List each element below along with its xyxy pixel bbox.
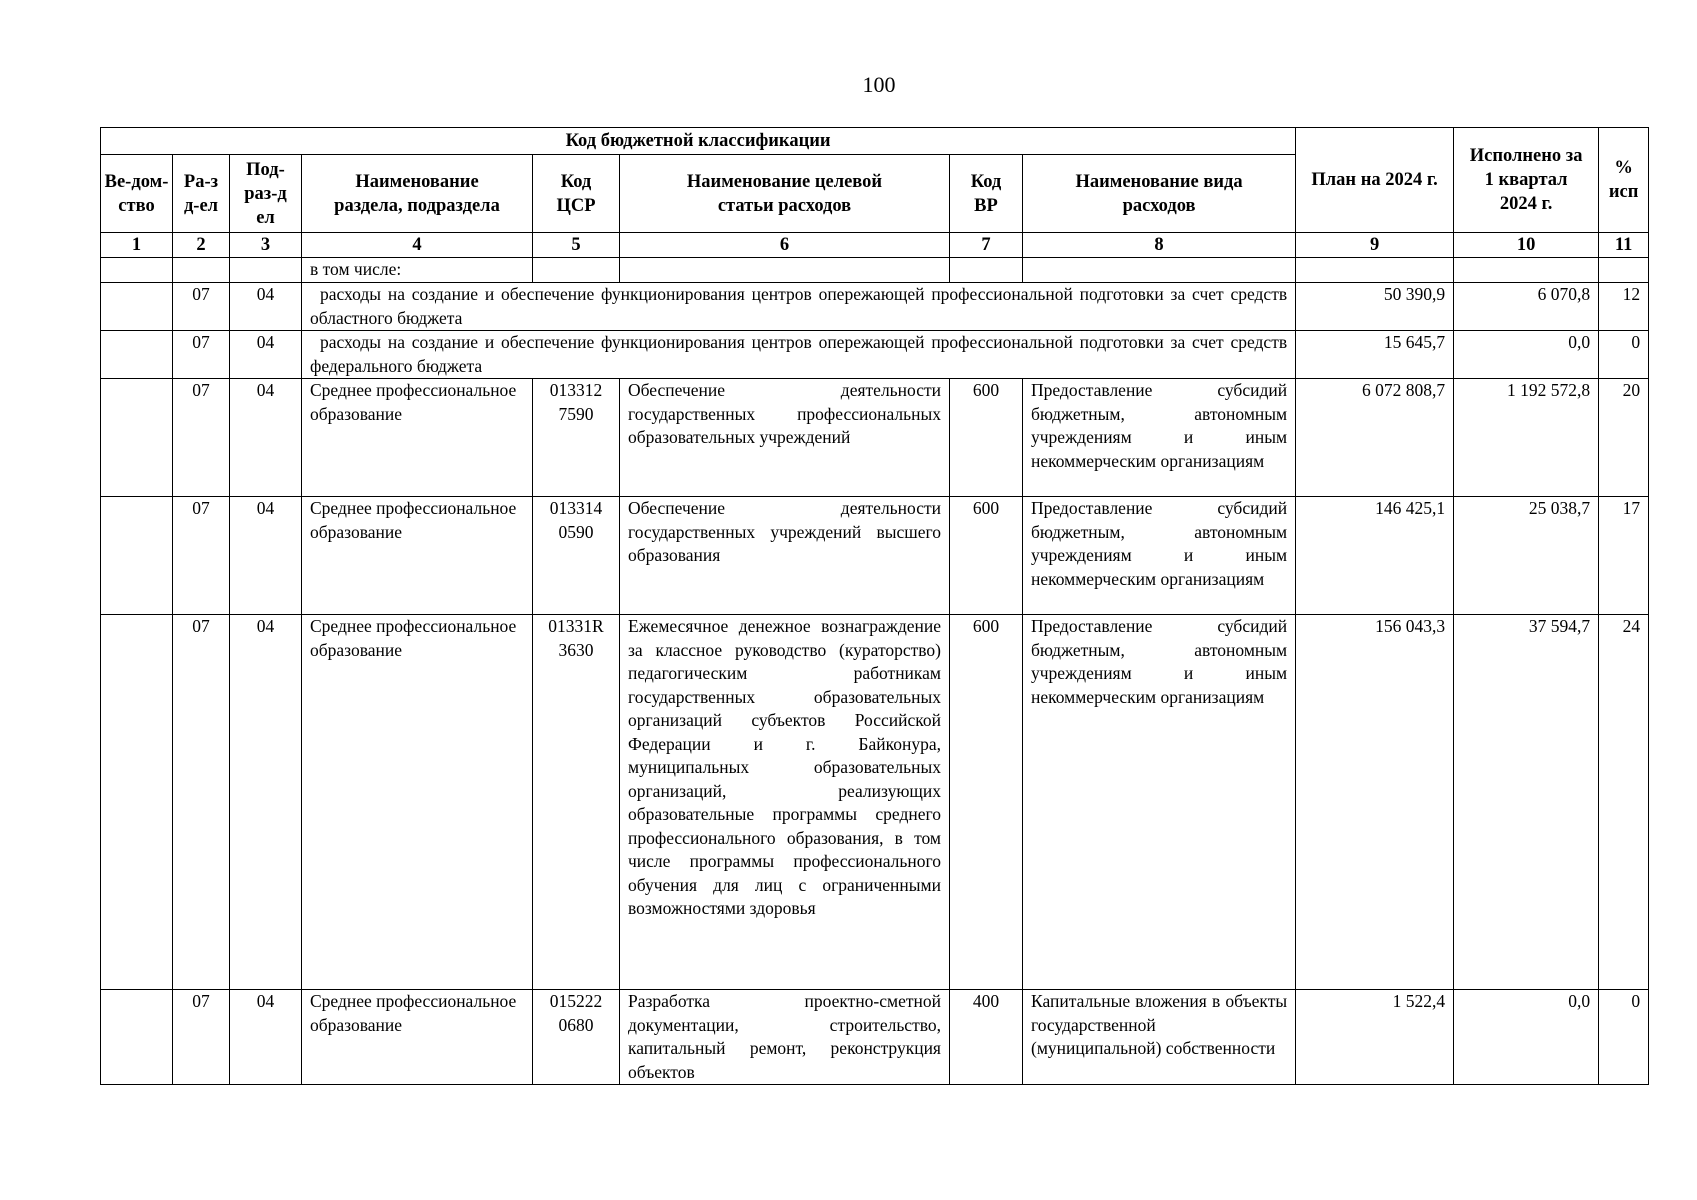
plan-cell: 1 522,4 — [1296, 990, 1454, 1085]
subitem-description: расходы на создание и обеспечение функционирования центров опережающей профессиональной подготовки за счет средств областного бюджета — [302, 283, 1296, 331]
header-csr-code: Код ЦСР — [533, 155, 620, 233]
vr-code-cell: 400 — [950, 990, 1023, 1085]
executed-cell: 6 070,8 — [1454, 283, 1599, 331]
executed-cell: 1 192 572,8 — [1454, 379, 1599, 497]
table-row — [101, 379, 1649, 497]
column-number: 2 — [173, 233, 230, 258]
podrazdel-cell: 04 — [230, 283, 302, 331]
expense-type-cell: Капитальные вложения в объекты государственной (муниципальной) собственности — [1023, 990, 1296, 1085]
target-name-cell: Обеспечение деятельности государственных профессиональных образовательных учреждений — [620, 379, 950, 497]
section-name-cell: Среднее профессиональное образование — [302, 990, 533, 1085]
expense-type-cell: Предоставление субсидий бюджетным, автономным учреждениям и иным некоммерческим организациям — [1023, 379, 1296, 497]
column-number: 9 — [1296, 233, 1454, 258]
header-target-name: Наименование целевой статьи расходов — [620, 155, 950, 233]
table-row — [101, 990, 1649, 1085]
executed-cell: 25 038,7 — [1454, 497, 1599, 615]
header-vr-code: Код ВР — [950, 155, 1023, 233]
column-number-row — [101, 233, 1649, 258]
budget-table — [100, 127, 1649, 1085]
percent-cell: 24 — [1599, 615, 1649, 990]
podrazdel-cell: 04 — [230, 379, 302, 497]
csr-code-cell: 013312 7590 — [533, 379, 620, 497]
podrazdel-cell: 04 — [230, 990, 302, 1085]
vedomstvo-cell — [101, 990, 173, 1085]
column-number: 10 — [1454, 233, 1599, 258]
header-section-name: Наименование раздела, подраздела — [302, 155, 533, 233]
header-podrazdel: Под-раз-дел — [230, 155, 302, 233]
header-percent: % исп — [1599, 128, 1649, 233]
podrazdel-cell: 04 — [230, 615, 302, 990]
executed-cell: 0,0 — [1454, 990, 1599, 1085]
razdel-cell: 07 — [173, 497, 230, 615]
header-expense-type: Наименование вида расходов — [1023, 155, 1296, 233]
plan-cell: 15 645,7 — [1296, 331, 1454, 379]
vedomstvo-cell — [101, 615, 173, 990]
csr-code-cell: 01331R 3630 — [533, 615, 620, 990]
header-executed: Исполнено за 1 квартал 2024 г. — [1454, 128, 1599, 233]
vr-code-cell: 600 — [950, 379, 1023, 497]
column-number: 4 — [302, 233, 533, 258]
vedomstvo-cell — [101, 379, 173, 497]
section-name-cell: Среднее профессиональное образование — [302, 615, 533, 990]
expense-type-cell: Предоставление субсидий бюджетным, автономным учреждениям и иным некоммерческим организациям — [1023, 497, 1296, 615]
table-row — [101, 258, 1649, 283]
table-row — [101, 283, 1649, 331]
header-plan: План на 2024 г. — [1296, 128, 1454, 233]
plan-cell: 156 043,3 — [1296, 615, 1454, 990]
section-name-cell: Среднее профессиональное образование — [302, 497, 533, 615]
target-name-cell: Разработка проектно-сметной документации, строительство, капитальный ремонт, реконструкция объектов — [620, 990, 950, 1085]
podrazdel-cell: 04 — [230, 331, 302, 379]
target-name-cell: Обеспечение деятельности государственных учреждений высшего образования — [620, 497, 950, 615]
vr-code-cell: 600 — [950, 615, 1023, 990]
header-vedomstvo: Ве-дом-ство — [101, 155, 173, 233]
razdel-cell: 07 — [173, 379, 230, 497]
column-number: 11 — [1599, 233, 1649, 258]
header-razdel: Ра-зд-ел — [173, 155, 230, 233]
table-row — [101, 497, 1649, 615]
section-name-cell: Среднее профессиональное образование — [302, 379, 533, 497]
column-number: 1 — [101, 233, 173, 258]
percent-cell: 12 — [1599, 283, 1649, 331]
razdel-cell: 07 — [173, 283, 230, 331]
column-number: 8 — [1023, 233, 1296, 258]
column-number: 7 — [950, 233, 1023, 258]
percent-cell: 17 — [1599, 497, 1649, 615]
vedomstvo-cell — [101, 497, 173, 615]
column-number: 6 — [620, 233, 950, 258]
subitem-description: расходы на создание и обеспечение функционирования центров опережающей профессиональной подготовки за счет средств федерального бюджета — [302, 331, 1296, 379]
vr-code-cell: 600 — [950, 497, 1023, 615]
percent-cell: 0 — [1599, 990, 1649, 1085]
executed-cell: 37 594,7 — [1454, 615, 1599, 990]
group-header: Код бюджетной классификации — [101, 128, 1296, 155]
razdel-cell: 07 — [173, 331, 230, 379]
plan-cell: 6 072 808,7 — [1296, 379, 1454, 497]
executed-cell: 0,0 — [1454, 331, 1599, 379]
csr-code-cell: 013314 0590 — [533, 497, 620, 615]
target-name-cell: Ежемесячное денежное вознаграждение за классное руководство (кураторство) педагогическим работникам государственных образовательных организаций субъектов Российской Федерации и г. Байконура, муниципальных образовательных организаций, реализующих образовательные программы среднего профессионального образования, в том числе программы профессионального обучения для лиц с ограниченными возможностями здоровья — [620, 615, 950, 990]
table-row — [101, 331, 1649, 379]
expense-type-cell: Предоставление субсидий бюджетным, автономным учреждениям и иным некоммерческим организациям — [1023, 615, 1296, 990]
percent-cell: 20 — [1599, 379, 1649, 497]
including-label: в том числе: — [302, 258, 533, 283]
plan-cell: 50 390,9 — [1296, 283, 1454, 331]
page-number: 100 — [862, 72, 896, 97]
percent-cell: 0 — [1599, 331, 1649, 379]
table-row — [101, 615, 1649, 990]
plan-cell: 146 425,1 — [1296, 497, 1454, 615]
column-number: 3 — [230, 233, 302, 258]
csr-code-cell: 015222 0680 — [533, 990, 620, 1085]
column-number: 5 — [533, 233, 620, 258]
razdel-cell: 07 — [173, 615, 230, 990]
razdel-cell: 07 — [173, 990, 230, 1085]
podrazdel-cell: 04 — [230, 497, 302, 615]
